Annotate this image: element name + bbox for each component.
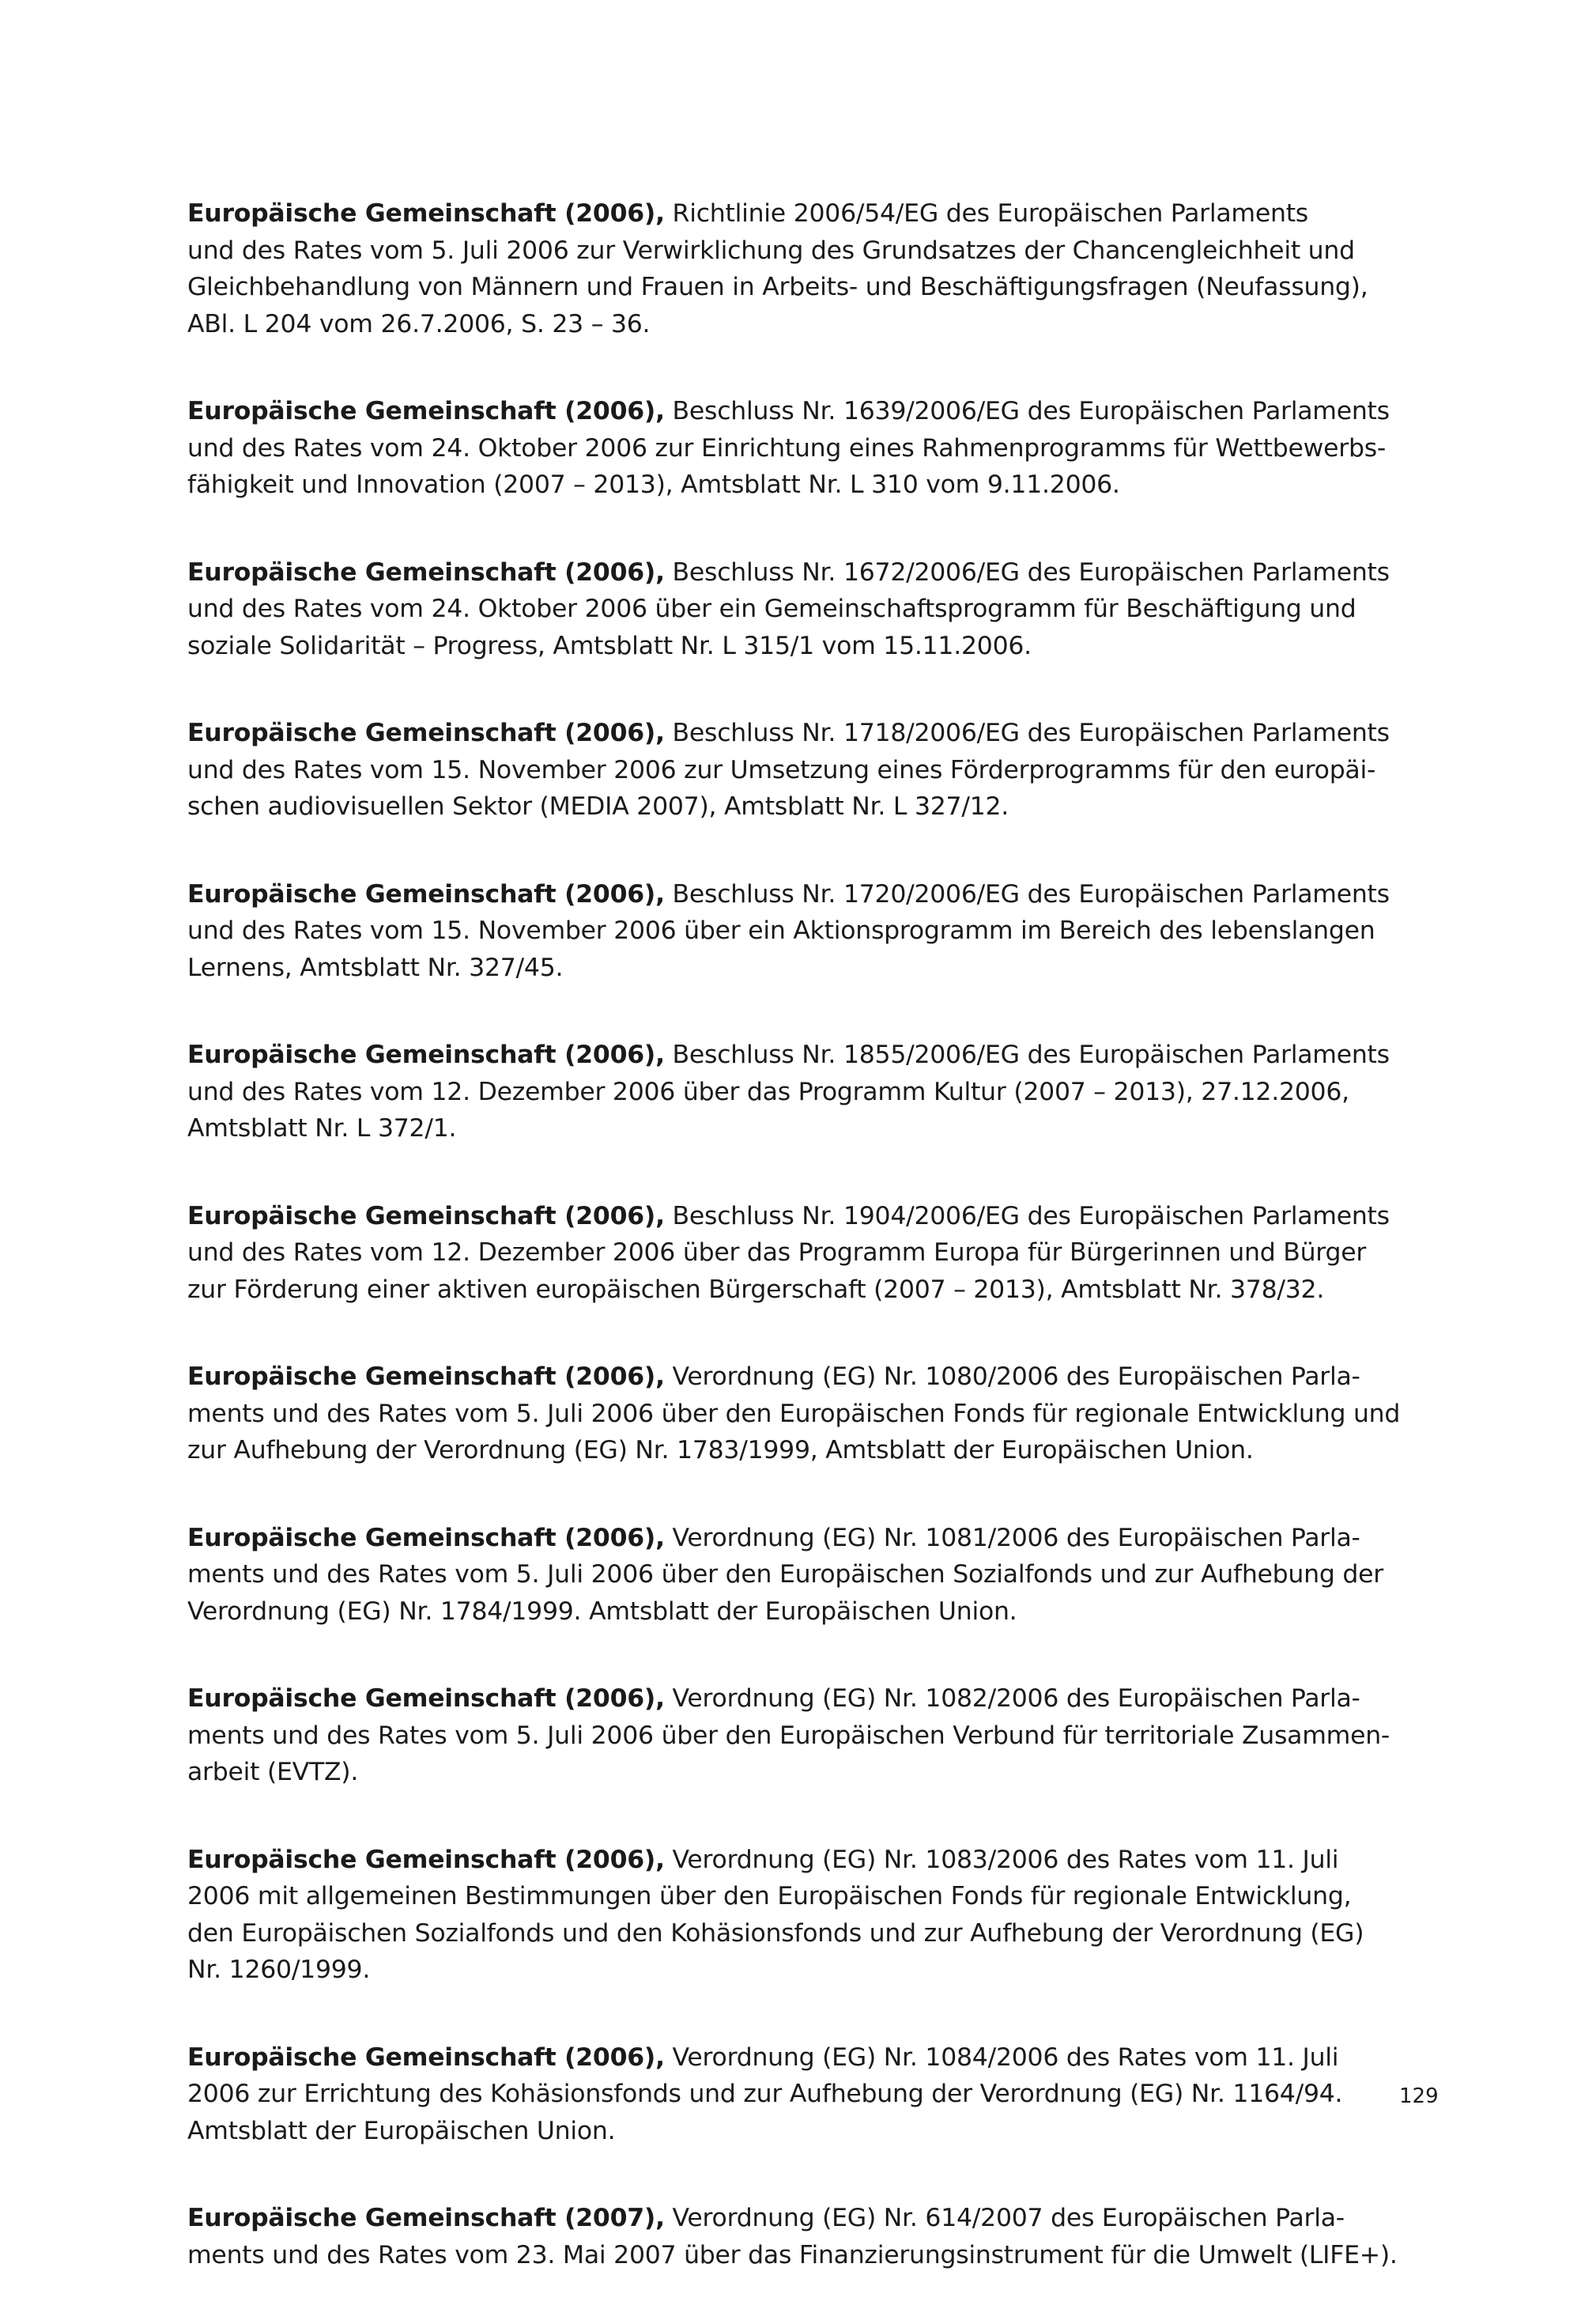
reference-entry [187,1842,1389,1989]
reference-text: Beschluss Nr. 1904/2006/EG des Europäischen Parlaments [664,1201,1390,1230]
reference-entry [187,195,1389,342]
reference-entry [187,1680,1389,1791]
reference-line: soziale Solidarität – Progress, Amtsblatt Nr. L 315/1 vom 15.11.2006. [187,631,1032,660]
reference-entry [187,393,1389,504]
reference-entry [187,1520,1389,1631]
reference-first-line [187,876,1389,913]
reference-line: und des Rates vom 15. November 2006 über ein Aktionsprogramm im Bereich des lebenslangen [187,916,1375,945]
reference-entry [187,1037,1389,1147]
reference-first-line [187,1037,1389,1074]
reference-entry [187,715,1389,826]
reference-entry [187,1198,1389,1309]
page-number: 129 [1399,2084,1439,2108]
reference-entry [187,554,1389,665]
reference-line: Verordnung (EG) Nr. 1784/1999. Amtsblatt der Europäischen Union. [187,1597,1017,1626]
reference-entry [187,2039,1389,2150]
reference-author: Europäische Gemeinschaft (2006), [187,719,665,747]
reference-list [187,195,1401,2324]
reference-line: 2006 mit allgemeinen Bestimmungen über den Europäischen Fonds für regionale Entwicklung, [187,1882,1352,1910]
reference-first-line [187,195,1389,232]
reference-line: zur Aufhebung der Verordnung (EG) Nr. 1783/1999, Amtsblatt der Europäischen Union. [187,1436,1254,1464]
reference-line: 2006 zur Errichtung des Kohäsionsfonds und zur Aufhebung der Verordnung (EG) Nr. 1164/94. [187,2080,1343,2108]
reference-author: Europäische Gemeinschaft (2006), [187,1201,665,1230]
reference-text: Beschluss Nr. 1672/2006/EG des Europäischen Parlaments [664,557,1390,587]
reference-first-line [187,1359,1389,1396]
reference-author: Europäische Gemeinschaft (2006), [187,1362,665,1391]
reference-line: und des Rates vom 12. Dezember 2006 über das Programm Kultur (2007 – 2013), 27.12.2006, [187,1077,1349,1106]
reference-line: Amtsblatt der Europäischen Union. [187,2116,616,2145]
reference-author: Europäische Gemeinschaft (2006), [187,397,665,425]
reference-first-line [187,715,1389,752]
reference-first-line [187,2039,1389,2076]
reference-first-line [187,393,1389,430]
reference-first-line [187,554,1389,591]
reference-line: zur Förderung einer aktiven europäischen Bürgerschaft (2007 – 2013), Amtsblatt Nr. 378/32. [187,1275,1325,1304]
reference-author: Europäische Gemeinschaft (2006), [187,1845,665,1874]
reference-text: Verordnung (EG) Nr. 1080/2006 des Europäischen Parla- [664,1362,1360,1391]
reference-line: und des Rates vom 24. Oktober 2006 über ein Gemeinschaftsprogramm für Beschäftigung und [187,595,1356,623]
reference-author: Europäische Gemeinschaft (2006), [187,557,665,587]
reference-line: arbeit (EVTZ). [187,1758,359,1786]
reference-author: Europäische Gemeinschaft (2006), [187,879,665,909]
reference-text: Verordnung (EG) Nr. 614/2007 des Europäischen Parla- [664,2204,1345,2232]
reference-line: Amtsblatt Nr. L 372/1. [187,1114,457,1143]
reference-text: Verordnung (EG) Nr. 1081/2006 des Europäischen Parla- [664,1523,1360,1552]
reference-author: Europäische Gemeinschaft (2006), [187,1041,665,1069]
reference-author: Europäische Gemeinschaft (2006), [187,199,665,228]
reference-text: Beschluss Nr. 1720/2006/EG des Europäischen Parlaments [664,879,1390,909]
reference-first-line [187,1520,1389,1557]
reference-line: ABl. L 204 vom 26.7.2006, S. 23 – 36. [187,309,651,338]
reference-line: ments und des Rates vom 5. Juli 2006 über den Europäischen Fonds für regionale Entwicklung und [187,1399,1401,1428]
reference-author: Europäische Gemeinschaft (2006), [187,1523,665,1552]
reference-line: den Europäischen Sozialfonds und den Kohäsionsfonds und zur Aufhebung der Verordnung (EG) [187,1918,1364,1948]
reference-line: ments und des Rates vom 5. Juli 2006 über den Europäischen Verbund für territoriale Zusammen- [187,1721,1390,1750]
reference-text: Verordnung (EG) Nr. 1084/2006 des Rates vom 11. Juli [664,2042,1339,2072]
reference-text: Verordnung (EG) Nr. 1082/2006 des Europäischen Parla- [664,1684,1360,1713]
reference-line: Lernens, Amtsblatt Nr. 327/45. [187,953,564,982]
reference-text: Beschluss Nr. 1855/2006/EG des Europäischen Parlaments [664,1041,1390,1069]
reference-text: Richtlinie 2006/54/EG des Europäischen Parlaments [664,199,1308,228]
reference-text: Verordnung (EG) Nr. 1083/2006 des Rates vom 11. Juli [664,1845,1339,1874]
reference-line: und des Rates vom 12. Dezember 2006 über das Programm Europa für Bürgerinnen und Bürger [187,1238,1367,1267]
reference-text: Beschluss Nr. 1718/2006/EG des Europäischen Parlaments [664,719,1390,747]
reference-line: schen audiovisuellen Sektor (MEDIA 2007), Amtsblatt Nr. L 327/12. [187,792,1009,821]
reference-author: Europäische Gemeinschaft (2007), [187,2204,665,2232]
reference-author: Europäische Gemeinschaft (2006), [187,1684,665,1713]
reference-line: und des Rates vom 5. Juli 2006 zur Verwirklichung des Grundsatzes der Chancengleichheit und [187,236,1355,265]
reference-first-line [187,2200,1389,2237]
reference-line: ments und des Rates vom 23. Mai 2007 über das Finanzierungsinstrument für die Umwelt (LIFE+). [187,2240,1398,2269]
reference-entry [187,2200,1398,2273]
reference-entry [187,876,1389,987]
reference-line: ments und des Rates vom 5. Juli 2006 über den Europäischen Sozialfonds und zur Aufhebung der [187,1560,1383,1589]
reference-first-line [187,1198,1389,1235]
reference-line: Nr. 1260/1999. [187,1956,371,1984]
reference-text: Beschluss Nr. 1639/2006/EG des Europäischen Parlaments [664,397,1390,425]
reference-first-line [187,1680,1389,1717]
reference-author: Europäische Gemeinschaft (2006), [187,2042,665,2072]
reference-entry [187,1359,1401,1469]
reference-first-line [187,1842,1389,1879]
reference-line: fähigkeit und Innovation (2007 – 2013), Amtsblatt Nr. L 310 vom 9.11.2006. [187,470,1120,499]
reference-line: und des Rates vom 15. November 2006 zur Umsetzung eines Förderprogramms für den europäi- [187,755,1376,784]
reference-line: Gleichbehandlung von Männern und Frauen in Arbeits- und Beschäftigungsfragen (Neufassung), [187,273,1368,301]
reference-line: und des Rates vom 24. Oktober 2006 zur Einrichtung eines Rahmenprogramms für Wettbewerbs- [187,433,1386,463]
